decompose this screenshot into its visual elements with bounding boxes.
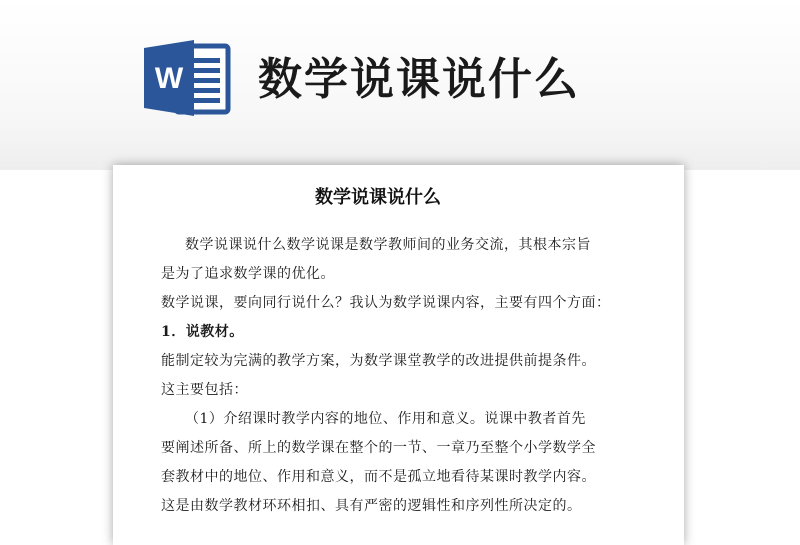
paragraph-line: 套教材中的地位、作用和意义，而不是孤立地看待某课时教学内容。 xyxy=(161,469,596,485)
word-icon-letter: W xyxy=(154,62,184,95)
paragraph-line: （1）介绍课时教学内容的地位、作用和意义。说课中教者首先 xyxy=(185,411,586,427)
paragraph-line: 能制定较为完满的教学方案，为数学课堂教学的改进提供前提条件。 xyxy=(161,353,596,369)
section-heading: 1．说教材。 xyxy=(161,324,244,340)
paragraph-line: 这主要包括： xyxy=(161,382,248,398)
word-icon xyxy=(142,38,234,118)
paragraph-line: 要阐述所备、所上的数学课在整个的一节、一章乃至整个小学数学全 xyxy=(161,440,596,456)
document-title: 数学说课说什么 xyxy=(315,187,441,208)
page-title: 数学说课说什么 xyxy=(258,54,580,105)
paragraph-line: 是为了追求数学课的优化。 xyxy=(161,266,335,282)
document-page xyxy=(113,165,684,545)
paragraph-line: 这是由数学教材环环相扣、具有严密的逻辑性和序列性所决定的。 xyxy=(161,498,582,514)
header-banner xyxy=(0,0,800,170)
paragraph-line: 数学说课说什么数学说课是数学教师间的业务交流，其根本宗旨 xyxy=(185,237,591,253)
paragraph-line: 数学说课，要向同行说什么？我认为数学说课内容，主要有四个方面： xyxy=(161,295,611,311)
